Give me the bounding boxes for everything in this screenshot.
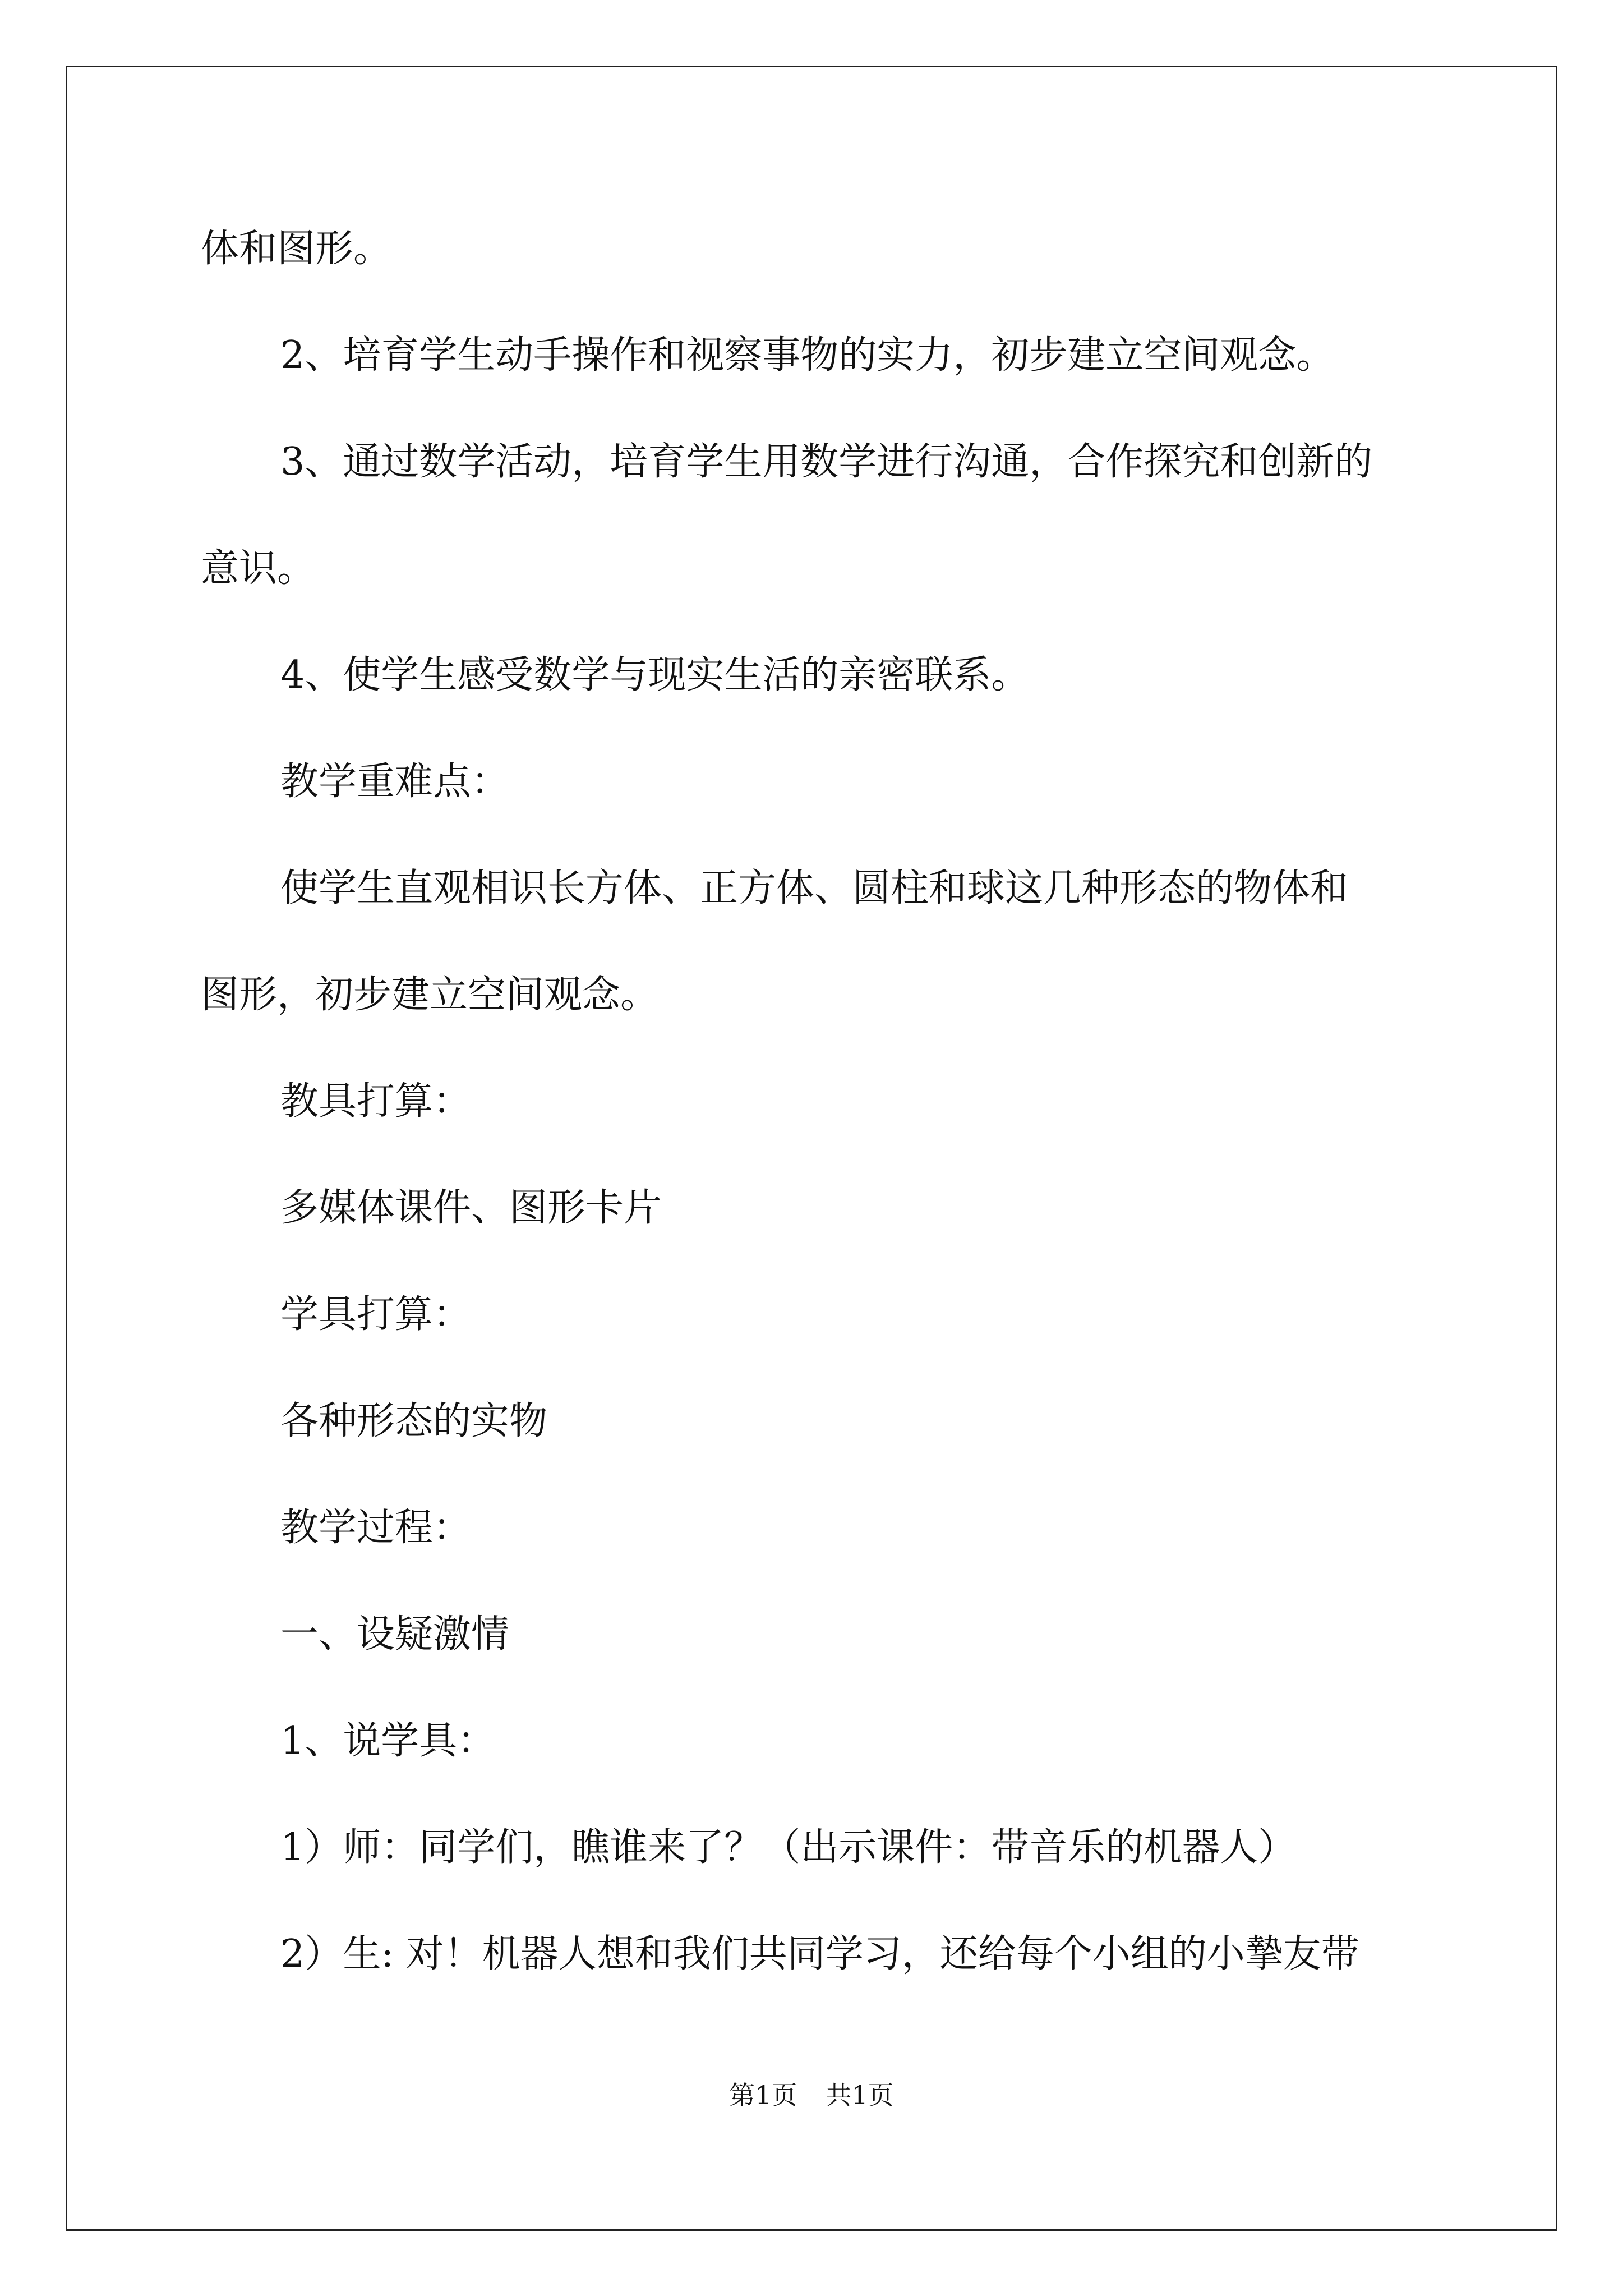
text-line-8: 图形，初步建立空间观念。 [201,973,659,1017]
page-footer [0,2082,1623,2108]
section-heading-teaching-aids: 教具打算： [280,1079,472,1124]
footer-page-total: 共1页 [826,2080,894,2110]
section-heading-key-points: 教学重难点： [280,760,510,804]
section-heading-learning-aids: 学具打算： [280,1292,472,1337]
text-line-15: 1、说学具： [280,1719,496,1763]
text-line-2: 2、培育学生动手操作和视察事物的实力，初步建立空间观念。 [280,333,1335,378]
text-line-1: 体和图形。 [201,227,392,271]
section-heading-process: 教学过程： [280,1506,472,1550]
text-line-3: 3、通过数学活动，培育学生用数学进行沟通，合作探究和创新的 [280,440,1373,484]
text-line-5: 4、使学生感受数学与现实生活的亲密联系。 [280,653,1030,697]
text-line-12: 各种形态的实物 [280,1399,548,1443]
footer-page-number: 第1页 [729,2080,797,2110]
text-line-14: 一、设疑激情 [280,1612,510,1657]
text-line-16: 1）师：同学们，瞧谁来了？（出示课件：带音乐的机器人） [280,1825,1297,1870]
page-border [66,66,1557,2231]
text-line-7: 使学生直观相识长方体、正方体、圆柱和球这几种形态的物体和 [280,866,1349,910]
text-line-17: 2）生: 对！机器人想和我们共同学习，还给每个小组的小摯友带 [280,1932,1359,1976]
text-line-4: 意识。 [201,546,316,591]
text-line-10: 多媒体课件、图形卡片 [280,1186,662,1230]
